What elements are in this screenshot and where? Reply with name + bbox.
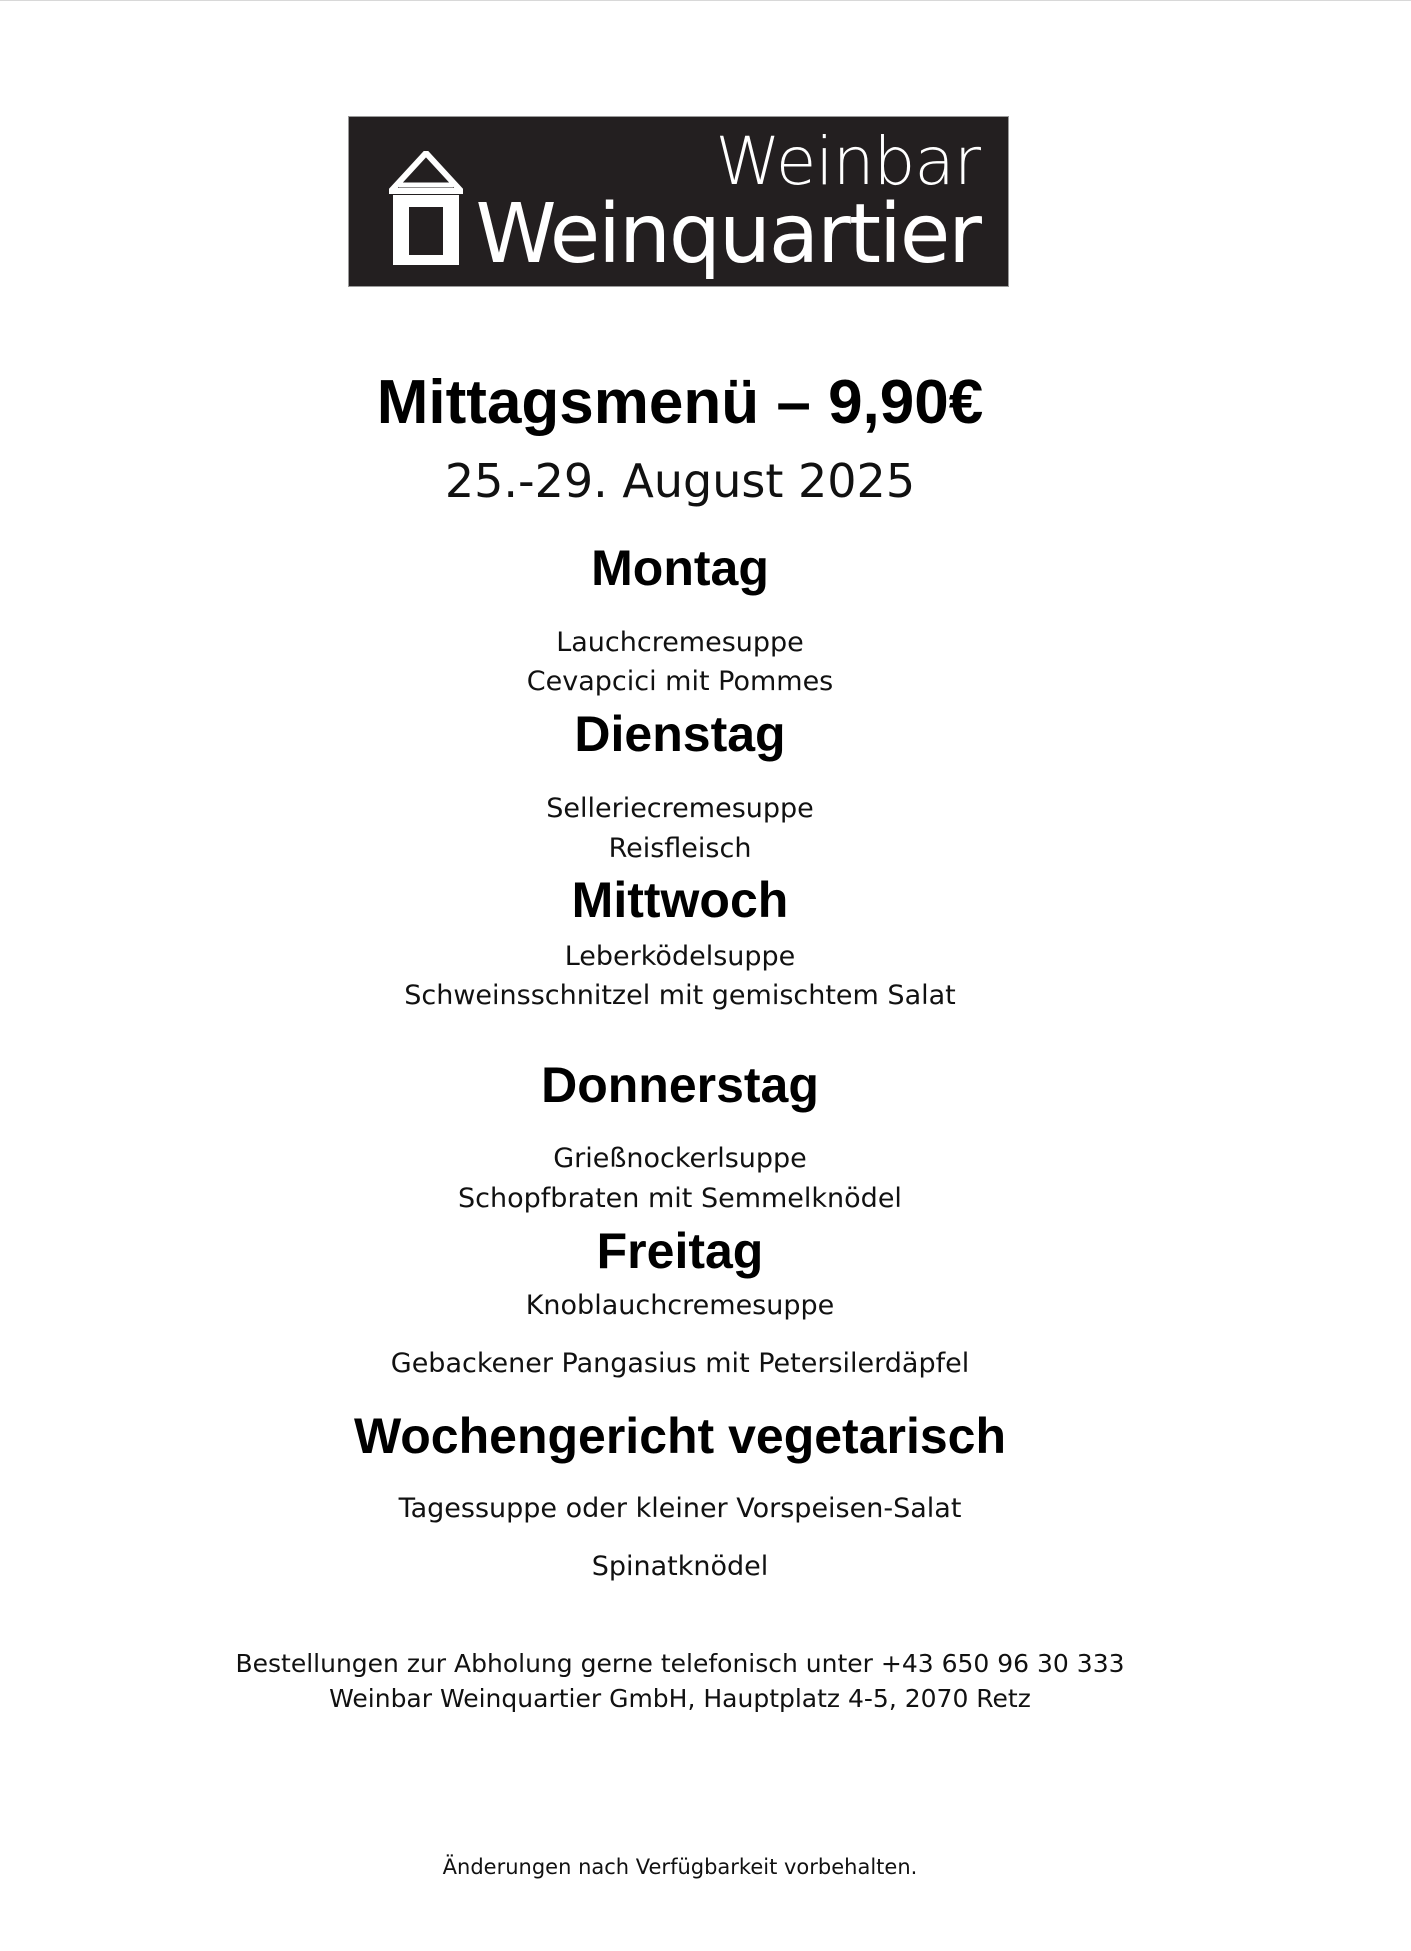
logo <box>348 116 1009 287</box>
day-heading-dienstag: Dienstag <box>574 706 786 762</box>
day-heading-mittwoch: Mittwoch <box>571 872 789 928</box>
date-range: 25.-29. August 2025 <box>444 454 916 508</box>
dish-montag-soup: Lauchcremesuppe <box>556 627 804 658</box>
dish-donnerstag-main: Schopfbraten mit Semmelknödel <box>458 1183 902 1214</box>
dish-mittwoch-soup: Leberködelsuppe <box>564 941 796 972</box>
logo-line-weinquartier: Weinquartier <box>475 187 980 282</box>
weekly-dish-main: Spinatknödel <box>591 1551 769 1582</box>
day-heading-montag: Montag <box>591 540 769 596</box>
weekly-heading: Wochengericht vegetarisch <box>353 1408 1007 1464</box>
dish-freitag-main: Gebackener Pangasius mit Petersilerdäpfel <box>390 1348 970 1379</box>
day-heading-donnerstag: Donnerstag <box>541 1057 819 1113</box>
page-title: Mittagsmenü – 9,90€ <box>376 368 984 437</box>
dish-freitag-soup: Knoblauchcremesuppe <box>525 1290 835 1321</box>
order-info: Bestellungen zur Abholung gerne telefonisch unter +43 650 96 30 333 <box>235 1649 1125 1678</box>
availability-note: Änderungen nach Verfügbarkeit vorbehalten. <box>442 1855 918 1879</box>
address-info: Weinbar Weinquartier GmbH, Hauptplatz 4-5, 2070 Retz <box>329 1684 1031 1713</box>
top-rule <box>0 0 1411 1</box>
day-heading-freitag: Freitag <box>596 1223 764 1279</box>
dish-mittwoch-main: Schweinsschnitzel mit gemischtem Salat <box>404 980 956 1011</box>
dish-dienstag-soup: Selleriecremesuppe <box>546 793 814 824</box>
logo-line-weinbar: Weinbar <box>715 123 980 200</box>
dish-montag-main: Cevapcici mit Pommes <box>526 666 834 697</box>
house-icon <box>389 151 463 267</box>
weekly-dish-starter: Tagessuppe oder kleiner Vorspeisen-Salat <box>398 1493 962 1524</box>
dish-donnerstag-soup: Grießnockerlsuppe <box>553 1143 807 1174</box>
dish-dienstag-main: Reisfleisch <box>608 833 752 864</box>
